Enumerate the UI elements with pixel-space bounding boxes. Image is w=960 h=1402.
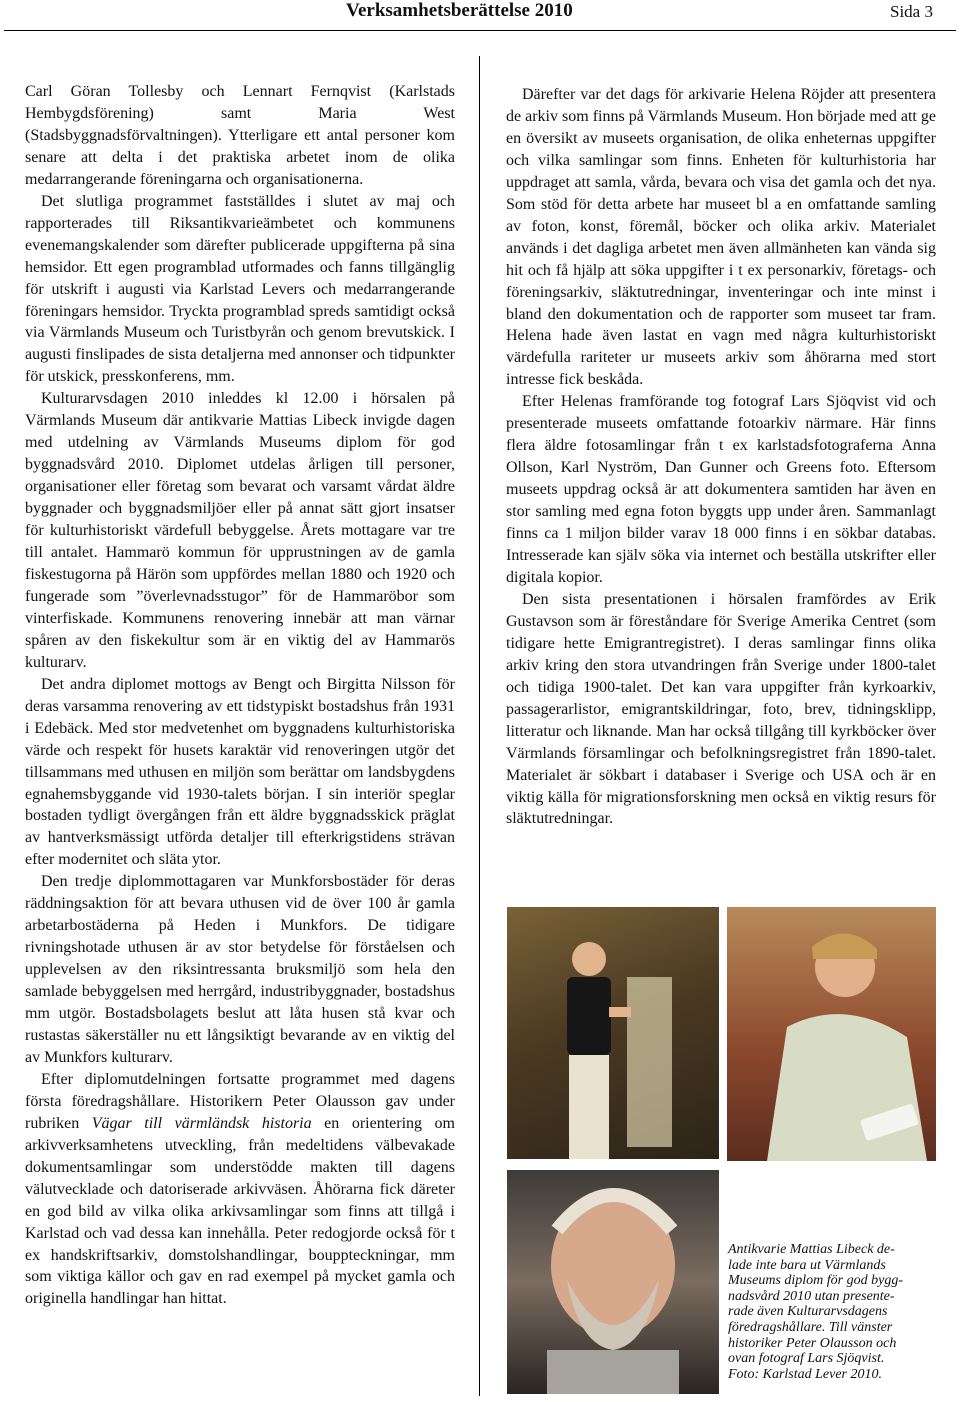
caption-line: Antikvarie Mattias Libeck de-	[728, 1242, 895, 1257]
caption-line: föredragshållare. Till vänster	[728, 1319, 893, 1335]
caption-line: Museums diplom för god bygg-	[728, 1273, 903, 1289]
page-number: Sida 3	[890, 2, 933, 21]
paragraph: Därefter var det dags för arkivarie Helena Röjder att presentera de arkiv som finns på Värmlands Museum. Hon började med att ge en översikt av museets organisation, de olika enheternas uppgifter och vilka samlingar som finns. Enheten för kulturhistoria har uppdraget att samla, vårda, bevara och visa det gamla och det nya. Som stöd för detta arbete har museet bl a en omfattande samling av foton, konst, föremål, böcker och olika arkiv. Materialet används i det dagliga arbetet men även allmänheten kan vända sig hit och få hjälp att söka uppgifter i t ex personarkiv, företags- och föreningsarkiv, släktutredningar, inventeringar och inte minst i bland den dokumentation och de rapporter som museet tar fram. Helena hade även lastat en vagn med några kulturhistoriskt värdefulla rariteter ur museets arkiv som åhörarna med stort intresse fick beskåda.	[506, 86, 936, 389]
paragraph: Det slutliga programmet fastställdes i slutet av maj och rapporterades till Riksantikvarieämbetet och kommunens evenemangskalender som därefter publicerade uppgifterna på sina hemsidor. Ett egen programblad utformades och fanns tillgänglig för utskrift i augusti via Karlstad Levers och medarrangerande föreningars hemsidor. Tryckta programblad spreds samtidigt också via Värmlands Museum och Turistbyrån och genom brevutskick. I augusti finslipades de sista detaljerna med annonser och tidpunkter för utskick, presskonferens, mm.	[25, 192, 455, 386]
left-column	[25, 81, 455, 1310]
paragraph: Efter Helenas framförande tog fotograf Lars Sjöqvist vid och presenterade museets omfattande fotoarkiv närmare. Här finns flera äldre fotosamlingar från t ex karlstadsfotograferna Anna Ollson, Karl Nyström, Dan Gunner och Greens foto. Eftersom museets uppdrag också är att dokumentera samtiden har även en stor samling med egna foton byggts upp under åren. Sammanlagt finns ca 1 miljon bilder varav 18 000 finns i en sökbar databas. Intresserade kan själv söka via internet och beställa utskrifter eller digitala kopior.	[506, 393, 936, 586]
paragraph	[25, 1069, 455, 1310]
photo-man-reading	[727, 907, 936, 1161]
page-header	[0, 0, 960, 34]
caption-line: historiker Peter Olausson och	[728, 1335, 897, 1351]
paragraph: Carl Göran Tollesby och Lennart Fernqvist (Karlstads Hembygdsförening) samt Maria West (Stadsbyggnadsförvaltningen). Ytterligare ett antal personer kom senare att delta i det praktiska arbetet inom de olika medarrangerande föreningarna och organisationerna.	[25, 83, 455, 188]
paragraph: Det andra diplomet mottogs av Bengt och Birgitta Nilsson för deras varsamma renovering av ett tidstypiskt bostadshus från 1931 i Edebäck. Med stor medvetenhet om byggnadens kulturhistoriska värde och respekt för husets karaktär vid renoveringen utgör det tillsammans med uthusen en miljön som berättar om landsbygdens egnahemsbyggande vid 1930-talets början. I sin interiör speglar bostaden tydligt övergången från ett äldre byggnadsskick präglat av hantverksmässigt utförda detaljer till efterkrigstidens strävan efter modernitet och släta ytor.	[25, 675, 455, 869]
caption-line: lade inte bara ut Värmlands	[728, 1257, 886, 1273]
document-title: Verksamhetsberättelse 2010	[346, 0, 573, 21]
caption-line: rade även Kulturarvsdagens	[728, 1304, 888, 1320]
caption-line: Foto: Karlstad Lever 2010.	[728, 1366, 882, 1382]
photo-bearded-man	[507, 1170, 719, 1394]
caption-line: nadsvård 2010 utan presente-	[728, 1288, 895, 1304]
emphasized-title: Vägar till värmländsk historia	[91, 1114, 312, 1132]
header-divider	[4, 30, 956, 31]
paragraph: Kulturarvsdagen 2010 inleddes kl 12.00 i hörsalen på Värmlands Museum där antikvarie Mattias Libeck invigde dagen med utdelning av Värmlands Museums diplom för god byggnadsvård 2010. Diplomet utdelas årligen till personer, organisationer eller företag som bevarat och varsamt vårdat äldre byggnader och byggnadsmiljöer eller på annat sätt gjort insatser för kulturhistoriskt värdefull bebyggelse. Årets mottagare var tre till antalet. Hammarö kommun för upprustningen av de gamla fiskestugorna på Härön som uppfördes mellan 1880 och 1920 och fungerade som ”överlevnadsstugor” för de Hammaröbor som vinterfiskade. Kommunens renovering innebär att man värnar spåren av den fiskekultur som är en viktig del av Hammarös kulturarv.	[25, 390, 455, 671]
paragraph: Den tredje diplommottagaren var Munkforsbostäder för deras räddningsaktion för att bevara uthusen vid de över 100 år gamla arbetarbostäderna på Heden i Munkfors. De tidigare rivningshotade uthusen är av stor betydelse för förståelsen och upplevelsen av den riksintressanta bruksmiljö som hela den samlade bebyggelsen med herrgård, industribyggnader, bostadshus mm utgör. Bostadsbolagets beslut att låta husen stå kvar och rustastas säkerställer nu ett långsiktigt bevarande av en viktig del av Munkfors kulturarv.	[25, 873, 455, 1066]
photo-man-standing	[507, 907, 719, 1159]
paragraph-text: Efter diplomutdelningen fortsatte programmet med dagens första föredragshållare. Historikern Peter Olausson gav under rubriken	[25, 1070, 455, 1132]
column-divider	[479, 56, 480, 1396]
right-column	[506, 84, 936, 830]
caption-line: ovan fotograf Lars Sjöqvist.	[728, 1351, 885, 1367]
paragraph: Den sista presentationen i hörsalen framfördes av Erik Gustavson som är föreståndare för Sverige Amerika Centret (som tidigare hette Emigrantregistret). I deras samlingar finns olika arkiv kring den stora utvandringen från Sverige under 1800-talet och tidiga 1900-talet. Det kan vara uppgifter från kyrkoarkiv, passagerarlistor, emigrantskildringar, foto, brev, tidningsklipp, litteratur och liknande. Man har också tillgång till kyrkböcker över Värmlands församlingar och befolkningsregistret från 1890-talet. Materialet är sökbart i databaser i Sverige och USA och är en viktig källa för migrationsforskning men också en viktig resurs för släktutredningar.	[506, 590, 936, 828]
paragraph-text: en orientering om arkivverksamhetens utveckling, från medeltidens välbevakade dokumentsamlingar som understödde makten till dagens välutvecklade och datoriserade arkivväsen. Åhörarna fick däreter en god bild av vilka olika arkivsamlingar som finns att tillgå i Karlstad och vad dessa kan innehålla. Peter redogjorde också för t ex handskriftsarkiv, domstolshandlingar, bouppteckningar, mm som viktiga källor och gav en rad exempel på mycket gamla och originella handlingar han hittat.	[25, 1114, 456, 1308]
photo-caption	[728, 1242, 936, 1382]
